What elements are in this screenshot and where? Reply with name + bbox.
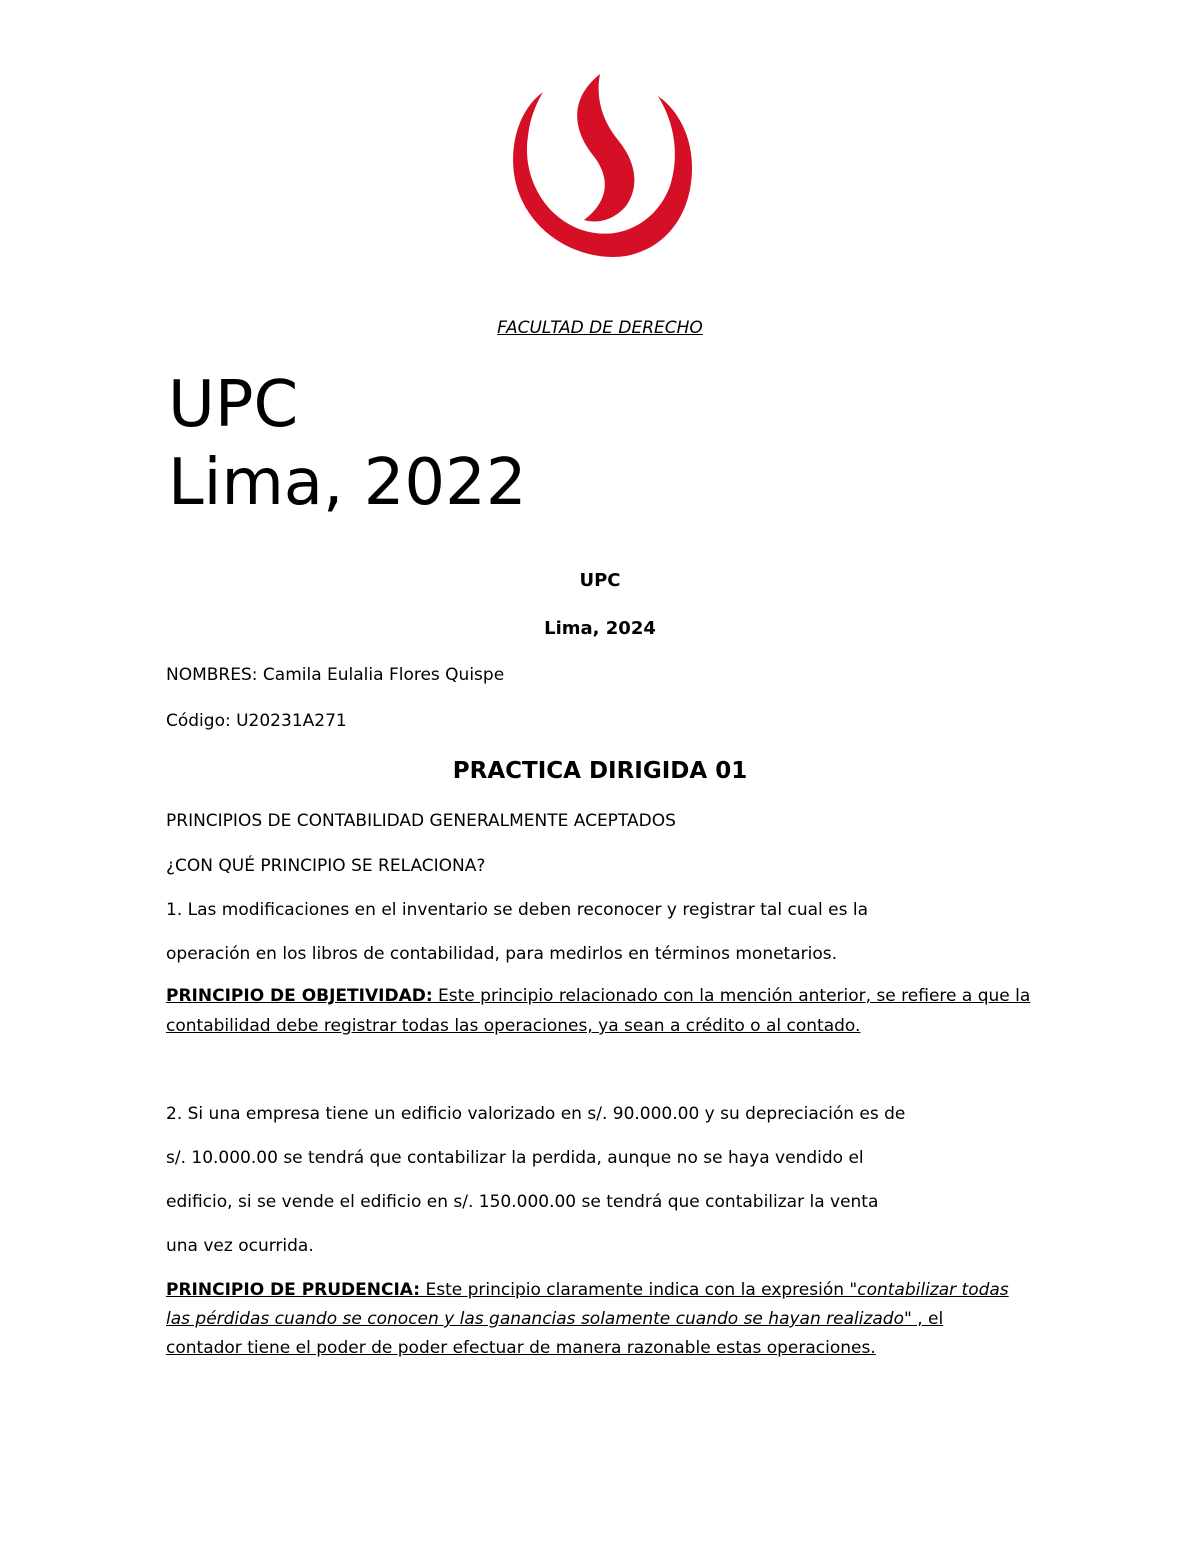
q1-answer-text1: Este principio relacionado con la mención anterior, se refiere a que la — [432, 986, 1031, 1006]
topic-line: PRINCIPIOS DE CONTABILIDAD GENERALMENTE ACEPTADOS — [166, 811, 676, 831]
student-code: Código: U20231A271 — [166, 711, 347, 731]
subtitle-upc: UPC — [579, 570, 621, 591]
upc-logo — [508, 74, 692, 262]
q2-line3: edificio, si se vende el edificio en s/. 150.000.00 se tendrá que contabilizar la venta — [166, 1192, 879, 1212]
q2-line4: una vez ocurrida. — [166, 1236, 314, 1256]
q2-answer-line3: contador tiene el poder de poder efectuar de manera razonable estas operaciones. — [166, 1338, 876, 1358]
cover-title-line2: Lima, 2022 — [168, 446, 527, 520]
q1-line2: operación en los libros de contabilidad, para medirlos en términos monetarios. — [166, 944, 838, 964]
cover-title — [168, 366, 527, 522]
q1-answer-label: PRINCIPIO DE OBJETIVIDAD: — [166, 986, 433, 1006]
q1-line1: 1. Las modificaciones en el inventario se deben reconocer y registrar tal cual es la — [166, 900, 869, 920]
question-line: ¿CON QUÉ PRINCIPIO SE RELACIONA? — [166, 856, 486, 876]
q2-line2: s/. 10.000.00 se tendrá que contabilizar la perdida, aunque no se haya vendido el — [166, 1148, 864, 1168]
q2-answer-label: PRINCIPIO DE PRUDENCIA: — [166, 1280, 421, 1300]
q2-answer-line2 — [166, 1309, 943, 1329]
q2-answer-line1 — [166, 1280, 1009, 1300]
document-heading: PRACTICA DIRIGIDA 01 — [452, 758, 748, 784]
q1-answer-line1 — [166, 986, 1030, 1006]
logo-flame — [577, 74, 634, 221]
cover-title-line1: UPC — [168, 368, 299, 442]
q2-line1: 2. Si una empresa tiene un edificio valorizado en s/. 90.000.00 y su depreciación es de — [166, 1104, 906, 1124]
q2-answer-quote1: "contabilizar todas — [849, 1280, 1009, 1300]
q2-answer-quote2: las pérdidas cuando se conocen y las ganancias solamente cuando se hayan realizado" — [166, 1309, 912, 1329]
q2-answer-text1: Este principio claramente indica con la expresión — [420, 1280, 850, 1300]
faculty-name: FACULTAD DE DERECHO — [497, 318, 703, 338]
q1-answer-line2: contabilidad debe registrar todas las operaciones, ya sean a crédito o al contado. — [166, 1016, 861, 1036]
subtitle-city-year: Lima, 2024 — [544, 618, 656, 639]
q2-answer-text2: , el — [911, 1309, 944, 1329]
student-name: NOMBRES: Camila Eulalia Flores Quispe — [166, 665, 505, 685]
